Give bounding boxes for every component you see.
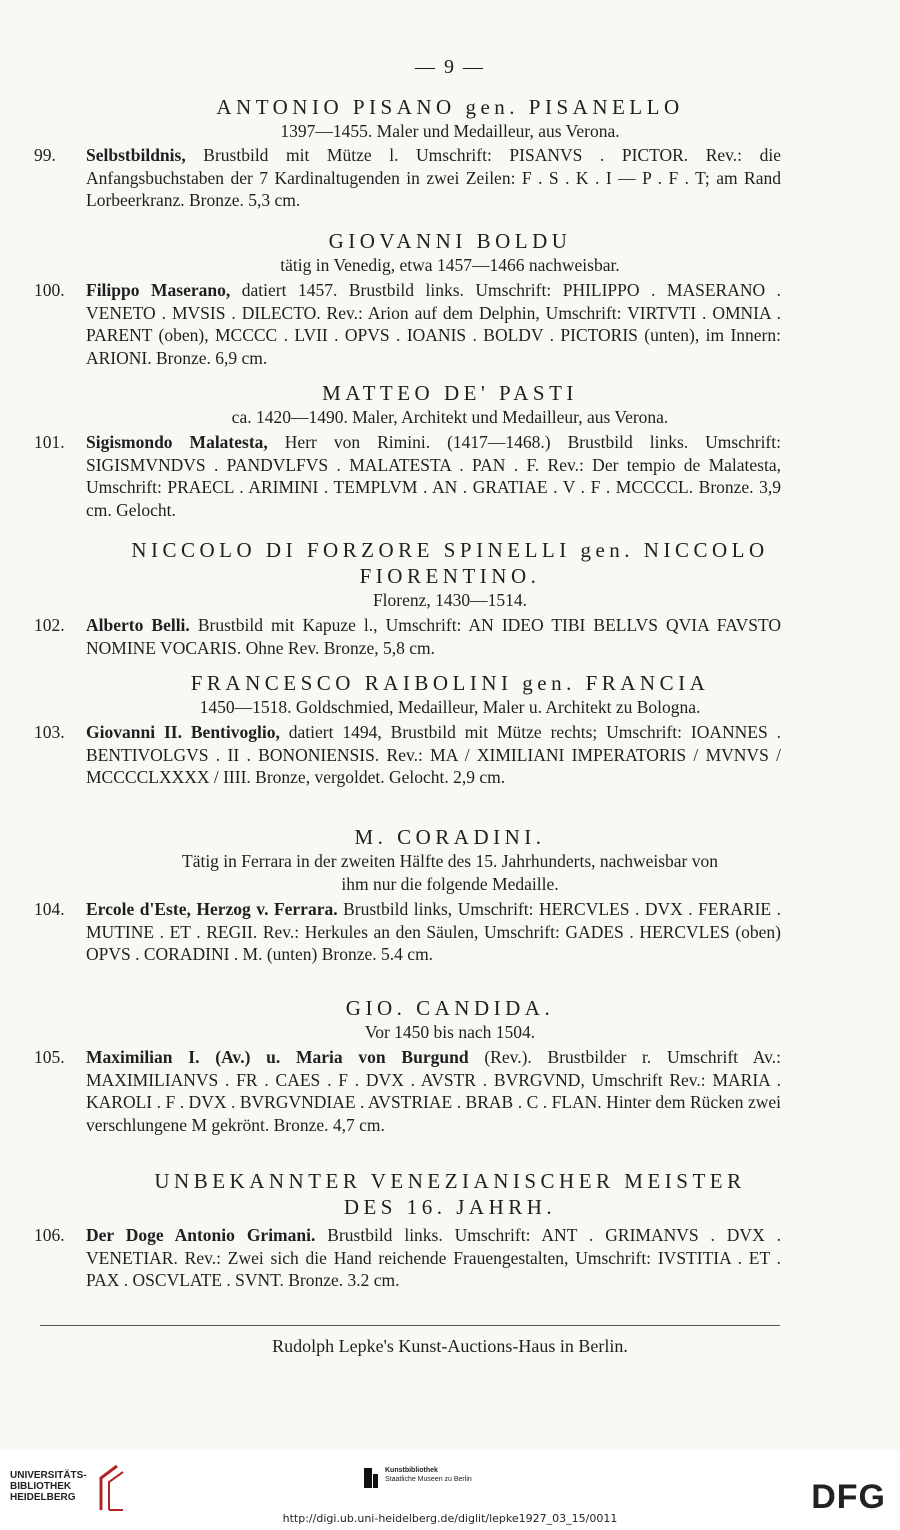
entry-title: Maximilian I. (Av.) u. Maria von Burgund — [86, 1047, 469, 1067]
entry-text: Brustbild links, Umschrift: HERCVLES . DVX . FERARIE . MUTINE . ET . REGII. Rev.: Herkules an den Säulen, Umschrift: GADES . HERCVLES (oben) OPVS . CORADINI . M. (unten) Bronze. 5.4 cm. — [86, 899, 781, 965]
kb-logo-line: Staatliche Museen zu Berlin — [385, 1476, 472, 1483]
artist-subtitle: Vor 1450 bis nach 1504. — [364, 1022, 536, 1042]
catalog-entry — [34, 279, 781, 369]
artist-heading: GIOVANNI BOLDU — [328, 229, 572, 253]
ub-heidelberg-logo[interactable] — [10, 1470, 87, 1503]
artist-heading: M. CORADINI. — [354, 825, 546, 849]
artist-subtitle: ca. 1420—1490. Maler, Architekt und Medailleur, aus Verona. — [231, 407, 669, 427]
footer-divider — [40, 1325, 780, 1326]
kb-logo-line: Kunstbibliothek — [385, 1467, 438, 1474]
kunstbibliothek-logo[interactable] — [385, 1466, 472, 1484]
entry-number: 102. — [34, 615, 65, 635]
artist-heading-continued: FIORENTINO. — [359, 564, 541, 588]
section-candida — [0, 995, 900, 1136]
page-number: — 9 — — [415, 56, 485, 78]
entry-number: 105. — [34, 1047, 65, 1067]
artist-subtitle: Tätig in Ferrara in der zweiten Hälfte des 15. Jahrhunderts, nachweisbar von — [182, 851, 718, 871]
artist-heading: UNBEKANNTER VENEZIANISCHER MEISTER — [154, 1169, 746, 1193]
digitization-bar — [0, 1450, 900, 1530]
artist-subtitle: Florenz, 1430—1514. — [372, 590, 528, 610]
artist-heading: GIO. CANDIDA. — [345, 996, 555, 1020]
artist-subtitle: tätig in Venedig, etwa 1457—1466 nachweisbar. — [280, 255, 620, 275]
entry-title: Selbstbildnis, — [86, 145, 186, 165]
catalog-entry — [34, 898, 781, 966]
entry-number: 103. — [34, 722, 65, 742]
entry-text: Brustbild mit Kapuze l., Umschrift: AN IDEO TIBI BELLVS QVIA FAVSTO NOMINE VOCARIS. Ohne Rev. Bronze, 5,8 cm. — [86, 615, 782, 658]
artist-heading-continued: DES 16. JAHRH. — [343, 1195, 557, 1219]
entry-text: datiert 1494, Brustbild mit Mütze rechts; Umschrift: IOANNES . BENTIVOLGVS . II . BONONIENSIS. Rev.: MA / XIMILIANI IMPERATORIS / MVNVS / MCCCCLXXXX / IIII. Bronze, vergoldet. Gelocht. 2,9 cm. — [86, 722, 782, 788]
section-coradini — [0, 824, 900, 966]
artist-heading: ANTONIO PISANO gen. PISANELLO — [216, 95, 684, 119]
catalog-entry — [34, 1046, 781, 1136]
dfg-logo[interactable]: DFG — [811, 1478, 886, 1516]
artist-heading: MATTEO DE' PASTI — [322, 381, 578, 405]
catalog-entry — [34, 431, 781, 521]
artist-subtitle: 1450—1518. Goldschmied, Medailleur, Maler u. Architekt zu Bologna. — [199, 697, 701, 717]
entry-title: Alberto Belli. — [86, 615, 190, 635]
page-footer: Rudolph Lepke's Kunst-Auctions-Haus in Berlin. — [272, 1336, 628, 1356]
section-unknown-master — [0, 1168, 900, 1292]
artist-subtitle-continued: ihm nur die folgende Medaille. — [341, 874, 559, 894]
section-francia — [0, 670, 900, 789]
catalog-entry — [34, 1224, 781, 1292]
section-pasti — [0, 380, 900, 521]
entry-text: Herr von Rimini. (1417—1468.) Brustbild links. Umschrift: SIGISMVNDVS . PANDVLFVS . MALATESTA . PAN . F. Rev.: Der tempio de Malatesta, Umschrift: PRAECL . ARIMINI . TEMPLVM . AN . GRATIAE . V . F . MCCCCL. Bronze. 3,9 cm. Gelocht. — [86, 432, 781, 520]
kunstbibliothek-emblem-icon — [362, 1466, 380, 1490]
ub-emblem-icon — [95, 1464, 125, 1512]
entry-text: datiert 1457. Brustbild links. Umschrift: PHILIPPO . MASERANO . VENETO . MVSIS . DILECTO. Rev.: Arion auf dem Delphin, Umschrift: VIRTVTI . OMNIA . PARENT (oben), MCCCC . LVII . OPVS . IOANIS . BOLDV . PICTORIS (unten), im Innern: ARIONI. Bronze. 6,9 cm. — [86, 280, 781, 368]
catalog-entry — [34, 144, 781, 212]
entry-title: Der Doge Antonio Grimani. — [86, 1225, 316, 1245]
entry-text: (Rev.). Brustbilder r. Umschrift Av.: MAXIMILIANVS . FR . CAES . F . DVX . AVSTR . BVRGVND, Umschrift Rev.: MARIA . KAROLI . F . DVX . BVRGVNDIAE . AVSTRIAE . BRAB . C . FLAN. Hinter dem Rücken zwei verschlungene M gekrönt. Bronze. 4,7 cm. — [86, 1047, 781, 1135]
section-boldu — [0, 228, 900, 369]
artist-heading: NICCOLO DI FORZORE SPINELLI gen. NICCOLO — [131, 538, 769, 562]
catalog-entry — [34, 721, 782, 789]
section-pisanello — [0, 94, 900, 212]
entry-text: Brustbild links. Umschrift: ANT . GRIMANVS . DVX . VENETIAR. Rev.: Zwei sich die Hand reichende Frauengestalten, Umschrift: IVSTITIA . ET . PAX . OSCVLATE . SVNT. Bronze. 3.2 cm. — [86, 1225, 781, 1291]
entry-title: Filippo Maserano, — [86, 280, 231, 300]
entry-title: Ercole d'Este, Herzog v. Ferrara. — [86, 899, 338, 919]
entry-number: 104. — [34, 899, 65, 919]
entry-title: Sigismondo Malatesta, — [86, 432, 268, 452]
catalog-entry — [34, 614, 782, 659]
entry-text: Brustbild mit Mütze l. Umschrift: PISANVS . PICTOR. Rev.: die Anfangsbuchstaben der 7 Kardinaltugenden in zwei Zeilen: F . S . K . I — P . F . T; am Rand Lorbeerkranz. Bronze. 5,3 cm. — [86, 145, 781, 211]
section-spinelli — [0, 537, 900, 659]
entry-number: 100. — [34, 280, 65, 300]
ub-logo-line: HEIDELBERG — [10, 1492, 76, 1503]
ub-logo-line: BIBLIOTHEK — [10, 1481, 72, 1492]
artist-subtitle: 1397—1455. Maler und Medailleur, aus Verona. — [280, 121, 620, 141]
ub-logo-line: UNIVERSITÄTS- — [10, 1470, 87, 1481]
entry-title: Giovanni II. Bentivoglio, — [86, 722, 280, 742]
entry-number: 99. — [34, 145, 56, 165]
entry-number: 101. — [34, 432, 65, 452]
artist-heading: FRANCESCO RAIBOLINI gen. FRANCIA — [190, 671, 710, 695]
permalink-url[interactable]: http://digi.ub.uni-heidelberg.de/diglit/lepke1927_03_15/0011 — [282, 1512, 618, 1525]
entry-number: 106. — [34, 1225, 65, 1245]
